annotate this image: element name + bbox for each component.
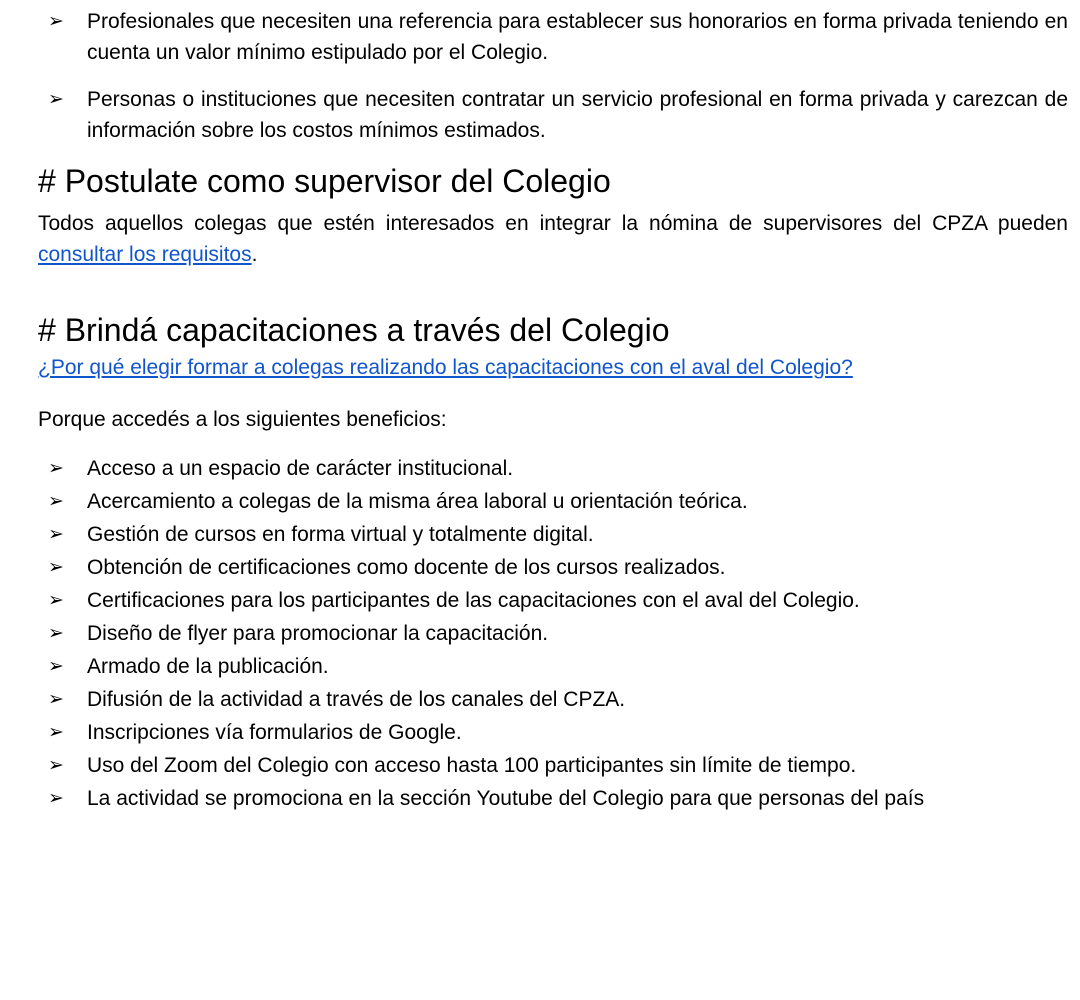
arrow-bullet-icon: ➢ (48, 721, 64, 743)
list-item-text: Obtención de certificaciones como docente de los cursos realizados. (87, 556, 726, 579)
arrow-bullet-icon: ➢ (48, 688, 64, 710)
benefits-list (38, 452, 1068, 815)
list-item-text: Acceso a un espacio de carácter institucional. (87, 457, 514, 480)
supervisor-paragraph (38, 208, 1068, 270)
list-item (38, 452, 1068, 485)
list-item (38, 683, 1068, 716)
list-item (38, 485, 1068, 518)
supervisor-text-end: . (251, 243, 258, 266)
supervisor-text: Todos aquellos colegas que estén interesados en integrar la nómina de supervisores del CPZA pueden (38, 212, 1068, 235)
list-item-text: Armado de la publicación. (87, 655, 329, 678)
arrow-bullet-icon: ➢ (48, 556, 64, 578)
list-item (38, 84, 1068, 146)
benefits-lead: Porque accedés a los siguientes beneficios: (38, 408, 447, 431)
list-item-text: Difusión de la actividad a través de los canales del CPZA. (87, 688, 626, 711)
list-item-text: Profesionales que necesiten una referencia para establecer sus honorarios en forma privada teniendo en cuenta un valor mínimo estipulado por el Colegio. (87, 10, 1068, 64)
list-item (38, 749, 1068, 782)
requirements-link[interactable]: consultar los requisitos (38, 243, 252, 266)
list-item (38, 551, 1068, 584)
audience-list (38, 6, 1068, 146)
list-item (38, 518, 1068, 551)
list-item-text: La actividad se promociona en la sección Youtube del Colegio para que personas del país (87, 787, 925, 810)
list-item-text: Diseño de flyer para promocionar la capacitación. (87, 622, 549, 645)
list-item (38, 6, 1068, 68)
arrow-bullet-icon: ➢ (48, 490, 64, 512)
list-item (38, 716, 1068, 749)
list-item (38, 584, 1068, 617)
arrow-bullet-icon: ➢ (48, 10, 64, 32)
list-item (38, 650, 1068, 683)
list-item-text: Acercamiento a colegas de la misma área laboral u orientación teórica. (87, 490, 748, 513)
capacitaciones-heading: # Brindá capacitaciones a través del Colegio (38, 312, 670, 348)
list-item-text: Inscripciones vía formularios de Google. (87, 721, 462, 744)
arrow-bullet-icon: ➢ (48, 88, 64, 110)
list-item-text: Gestión de cursos en forma virtual y totalmente digital. (87, 523, 594, 546)
why-choose-link[interactable]: ¿Por qué elegir formar a colegas realizando las capacitaciones con el aval del Colegio? (38, 356, 853, 379)
list-item-text: Certificaciones para los participantes de las capacitaciones con el aval del Colegio. (87, 589, 860, 612)
supervisor-heading: # Postulate como supervisor del Colegio (38, 163, 611, 199)
arrow-bullet-icon: ➢ (48, 523, 64, 545)
arrow-bullet-icon: ➢ (48, 754, 64, 776)
question-paragraph (38, 352, 1068, 383)
document-page (38, 0, 1068, 815)
list-item-text: Personas o instituciones que necesiten contratar un servicio profesional en forma privada y carezcan de información sobre los costos mínimos estimados. (87, 88, 1068, 142)
list-item-text: Uso del Zoom del Colegio con acceso hasta 100 participantes sin límite de tiempo. (87, 754, 857, 777)
arrow-bullet-icon: ➢ (48, 655, 64, 677)
arrow-bullet-icon: ➢ (48, 622, 64, 644)
arrow-bullet-icon: ➢ (48, 787, 64, 809)
list-item (38, 617, 1068, 650)
arrow-bullet-icon: ➢ (48, 589, 64, 611)
list-item (38, 782, 1068, 815)
arrow-bullet-icon: ➢ (48, 457, 64, 479)
